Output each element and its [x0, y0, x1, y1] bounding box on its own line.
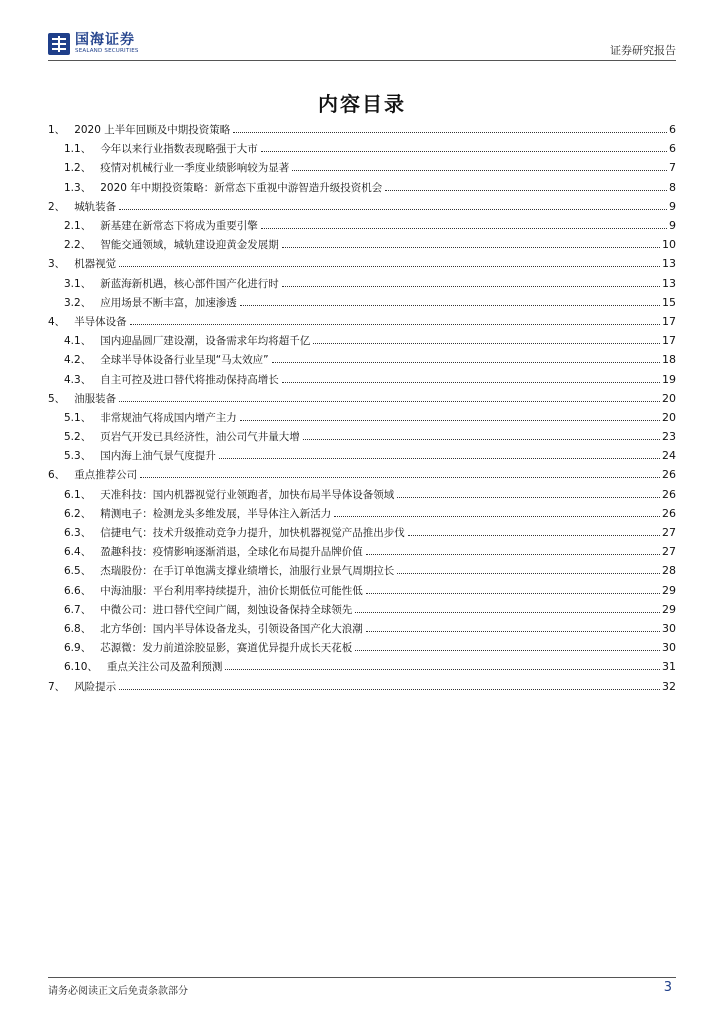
toc-entry-title: 非常规油气将成国内增产主力 [100, 411, 237, 424]
toc-entry-number: 5、 [48, 392, 66, 405]
toc-dot-leader [261, 150, 667, 152]
toc-entry-title: 应用场景不断丰富，加速渗透 [100, 296, 237, 309]
toc-entry-title: 天准科技：国内机器视觉行业领跑者，加快布局半导体设备领域 [100, 488, 395, 501]
toc-dot-leader [303, 438, 660, 440]
toc-entry-page: 9 [669, 199, 676, 213]
toc-entry-page: 9 [669, 219, 676, 233]
toc-entry-number: 3.1、 [64, 277, 92, 290]
toc-entry-title: 疫情对机械行业一季度业绩影响较为显著 [100, 162, 290, 175]
toc-entry-title: 新基建在新常态下将成为重要引擎 [100, 220, 258, 233]
toc-dot-leader [292, 169, 667, 171]
toc-entry-page: 29 [662, 602, 676, 616]
toc-entry[interactable] [48, 600, 676, 619]
toc-entry[interactable] [48, 197, 676, 216]
toc-dot-leader [334, 515, 660, 517]
toc-dot-leader [282, 381, 660, 383]
toc-entry[interactable] [48, 619, 676, 638]
logo-english-name: SEALAND SECURITIES [75, 48, 139, 55]
report-type-label: 证券研究报告 [610, 44, 676, 57]
toc-dot-leader [355, 611, 660, 613]
toc-dot-leader [272, 361, 660, 363]
toc-entry-page: 17 [662, 314, 676, 328]
toc-entry[interactable] [48, 216, 676, 235]
toc-dot-leader [397, 496, 660, 498]
toc-entry-number: 6.1、 [64, 488, 92, 501]
toc-entry-page: 27 [662, 545, 676, 559]
toc-entry-title: 2020 上半年回顾及中期投资策略 [74, 124, 231, 137]
toc-entry-title: 油服装备 [74, 392, 117, 405]
toc-entry-page: 26 [662, 468, 676, 482]
toc-entry-page: 13 [662, 257, 676, 271]
toc-entry-title: 国内迎晶圆厂建设潮，设备需求年均将超千亿 [100, 335, 311, 348]
toc-entry-page: 32 [662, 679, 676, 693]
toc-entry[interactable] [48, 274, 676, 293]
toc-entry-number: 6.10、 [64, 661, 98, 674]
toc-entry[interactable] [48, 638, 676, 657]
toc-entry[interactable] [48, 254, 676, 273]
toc-entry-page: 10 [662, 238, 676, 252]
toc-dot-leader [225, 668, 660, 670]
toc-entry-page: 26 [662, 506, 676, 520]
toc-entry-number: 2、 [48, 200, 66, 213]
toc-entry-title: 国内海上油气景气度提升 [100, 450, 216, 463]
toc-entry[interactable] [48, 446, 676, 465]
toc-entry-title: 风险提示 [74, 680, 117, 693]
toc-dot-leader [240, 304, 660, 306]
toc-entry-number: 1、 [48, 124, 66, 137]
toc-dot-leader [385, 189, 667, 191]
toc-entry-title: 盈趣科技：疫情影响逐渐消退，全球化布局提升品牌价值 [100, 546, 363, 559]
toc-dot-leader [366, 630, 660, 632]
toc-entry[interactable] [48, 389, 676, 408]
toc-entry-page: 17 [662, 334, 676, 348]
toc-entry-title: 中海油服：平台利用率持续提升，油价长期低位可能性低 [100, 584, 363, 597]
toc-entry-number: 7、 [48, 680, 66, 693]
toc-dot-leader [119, 400, 660, 402]
toc-entry[interactable] [48, 523, 676, 542]
toc-dot-leader [219, 457, 660, 459]
toc-dot-leader [355, 649, 660, 651]
toc-entry-page: 24 [662, 449, 676, 463]
toc-entry[interactable] [48, 504, 676, 523]
toc-entry-page: 31 [662, 660, 676, 674]
toc-entry-page: 6 [669, 123, 676, 137]
toc-entry-page: 19 [662, 372, 676, 386]
toc-entry[interactable] [48, 561, 676, 580]
toc-entry-title: 页岩气开发已具经济性，油公司气井量大增 [100, 431, 300, 444]
toc-entry-page: 23 [662, 430, 676, 444]
toc-entry[interactable] [48, 158, 676, 177]
toc-entry[interactable] [48, 581, 676, 600]
logo-chinese-name: 国海证券 [75, 32, 135, 49]
toc-entry-title: 北方华创：国内半导体设备龙头，引领设备国产化大浪潮 [100, 622, 363, 635]
toc-entry[interactable] [48, 427, 676, 446]
footer-divider [48, 977, 676, 978]
toc-entry-page: 13 [662, 276, 676, 290]
toc-entry-number: 1.1、 [64, 143, 92, 156]
toc-entry-page: 20 [662, 391, 676, 405]
toc-dot-leader [397, 572, 660, 574]
toc-dot-leader [282, 285, 660, 287]
toc-entry-number: 6.7、 [64, 603, 92, 616]
toc-entry-number: 5.1、 [64, 411, 92, 424]
toc-entry[interactable] [48, 657, 676, 676]
table-of-contents [48, 120, 676, 696]
toc-entry-number: 1.2、 [64, 162, 92, 175]
toc-entry[interactable] [48, 485, 676, 504]
toc-entry-page: 15 [662, 295, 676, 309]
toc-dot-leader [240, 419, 660, 421]
toc-entry-number: 2.2、 [64, 239, 92, 252]
toc-dot-leader [261, 227, 667, 229]
toc-dot-leader [366, 592, 660, 594]
toc-entry[interactable] [48, 178, 676, 197]
toc-entry-number: 6.5、 [64, 565, 92, 578]
toc-entry-number: 3.2、 [64, 296, 92, 309]
toc-entry-number: 6.8、 [64, 622, 92, 635]
toc-entry-page: 28 [662, 564, 676, 578]
toc-dot-leader [313, 342, 660, 344]
toc-dot-leader [119, 688, 660, 690]
toc-dot-leader [408, 534, 660, 536]
toc-entry-title: 全球半导体设备行业呈现“马太效应” [100, 354, 269, 367]
page-header [48, 30, 676, 58]
toc-entry[interactable] [48, 676, 676, 695]
toc-entry-number: 6.2、 [64, 507, 92, 520]
toc-entry-page: 6 [669, 142, 676, 156]
header-divider [48, 60, 676, 61]
toc-dot-leader [233, 131, 667, 133]
toc-entry-title: 今年以来行业指数表现略强于大市 [100, 143, 258, 156]
page-number: 3 [663, 980, 672, 995]
toc-entry[interactable] [48, 465, 676, 484]
toc-dot-leader [282, 246, 660, 248]
toc-entry-number: 6.9、 [64, 642, 92, 655]
toc-entry-number: 4.3、 [64, 373, 92, 386]
toc-entry-title: 2020 年中期投资策略：新常态下重视中游智造升级投资机会 [100, 181, 383, 194]
toc-entry-title: 重点推荐公司 [74, 469, 138, 482]
toc-entry-page: 27 [662, 526, 676, 540]
toc-entry[interactable] [48, 139, 676, 158]
toc-entry-title: 智能交通领域，城轨建设迎黄金发展期 [100, 239, 279, 252]
toc-entry-title: 重点关注公司及盈利预测 [106, 661, 223, 674]
toc-dot-leader [130, 323, 660, 325]
toc-entry-title: 自主可控及进口替代将推动保持高增长 [100, 373, 279, 386]
toc-entry-number: 6.3、 [64, 527, 92, 540]
toc-entry[interactable] [48, 542, 676, 561]
toc-entry-title: 新蓝海新机遇，核心部件国产化进行时 [100, 277, 279, 290]
disclaimer-note: 请务必阅读正文后免责条款部分 [48, 986, 188, 997]
toc-entry[interactable] [48, 312, 676, 331]
toc-entry-title: 芯源微：发力前道涂胶显影，赛道优异提升成长天花板 [100, 642, 353, 655]
toc-entry-page: 18 [662, 353, 676, 367]
toc-entry[interactable] [48, 293, 676, 312]
toc-entry[interactable] [48, 369, 676, 388]
toc-dot-leader [140, 476, 660, 478]
toc-entry-page: 8 [669, 180, 676, 194]
toc-entry-title: 半导体设备 [74, 315, 127, 328]
sealand-logo-icon [48, 33, 70, 55]
toc-entry-page: 30 [662, 641, 676, 655]
toc-entry-title: 杰瑞股份：在手订单饱满支撑业绩增长，油服行业景气周期拉长 [100, 565, 395, 578]
toc-entry-page: 26 [662, 487, 676, 501]
toc-entry[interactable] [48, 120, 676, 139]
toc-entry-number: 5.3、 [64, 450, 92, 463]
toc-entry[interactable] [48, 350, 676, 369]
toc-entry-page: 30 [662, 621, 676, 635]
toc-entry-title: 信捷电气：技术升级推动竞争力提升，加快机器视觉产品推出步伐 [100, 527, 405, 540]
company-logo [48, 30, 139, 58]
toc-entry-number: 4.1、 [64, 335, 92, 348]
toc-entry-number: 6.6、 [64, 584, 92, 597]
toc-entry[interactable] [48, 408, 676, 427]
toc-entry-number: 2.1、 [64, 220, 92, 233]
toc-entry-page: 29 [662, 583, 676, 597]
toc-entry-number: 6.4、 [64, 546, 92, 559]
toc-entry-number: 1.3、 [64, 181, 92, 194]
toc-entry[interactable] [48, 331, 676, 350]
toc-dot-leader [119, 208, 667, 210]
toc-entry-title: 中微公司：进口替代空间广阔，刻蚀设备保持全球领先 [100, 603, 353, 616]
toc-entry-title: 精测电子：检测龙头多维发展，半导体注入新活力 [100, 507, 332, 520]
toc-entry-number: 3、 [48, 258, 66, 271]
toc-entry[interactable] [48, 235, 676, 254]
toc-dot-leader [366, 553, 660, 555]
toc-entry-number: 4、 [48, 315, 66, 328]
page-title: 内容目录 [318, 92, 406, 116]
toc-entry-title: 城轨装备 [74, 200, 117, 213]
toc-entry-page: 20 [662, 410, 676, 424]
toc-entry-page: 7 [669, 161, 676, 175]
toc-entry-number: 6、 [48, 469, 66, 482]
toc-entry-number: 5.2、 [64, 431, 92, 444]
toc-entry-number: 4.2、 [64, 354, 92, 367]
toc-dot-leader [119, 265, 660, 267]
toc-entry-title: 机器视觉 [74, 258, 117, 271]
